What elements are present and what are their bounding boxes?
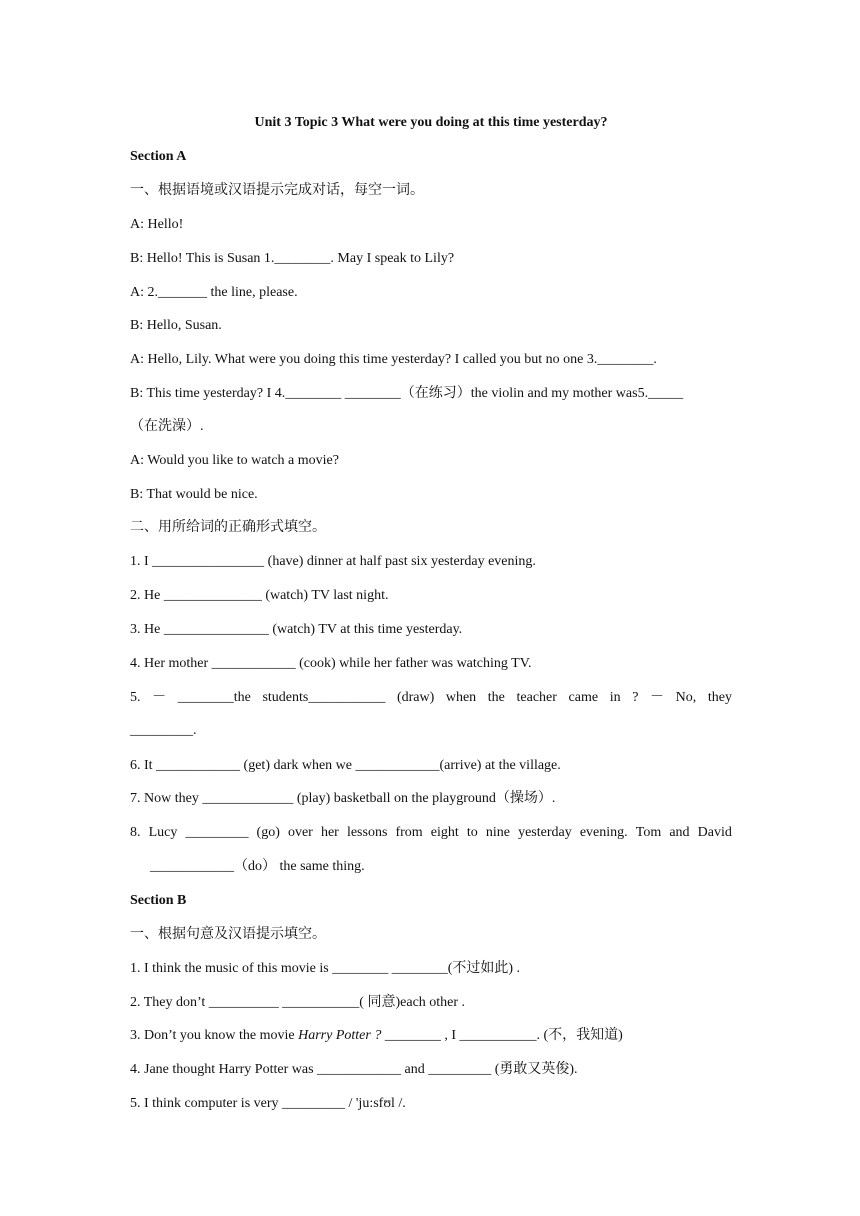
question-item-3 — [130, 1027, 732, 1045]
question-item: 3. He _______________ (watch) TV at this time yesterday. — [130, 622, 463, 637]
word: yesterday — [518, 825, 572, 840]
question-item: 6. It ____________ (get) dark when we ____________(arrive) at the village. — [130, 758, 561, 773]
word: Lucy — [148, 825, 178, 840]
word: David — [697, 825, 732, 840]
dialog-line: B: Hello, Susan. — [130, 318, 222, 333]
question-item: 7. Now they _____________ (play) basketball on the playground（操场）. — [130, 791, 556, 806]
dialog-line: A: Hello! — [130, 217, 184, 232]
question-item-8-cont: ____________（do） the same thing. — [150, 859, 365, 874]
question-item: 1. I ________________ (have) dinner at half past six yesterday evening. — [130, 554, 536, 569]
dialog-line: A: Would you like to watch a movie? — [130, 453, 339, 468]
question-item-5-cont: _________. — [130, 723, 197, 738]
word: evening. — [579, 825, 628, 840]
word: lessons — [346, 825, 388, 840]
word: － — [152, 690, 167, 705]
q3-post: ________ , I ___________. (不，我知道) — [381, 1028, 623, 1043]
word: came — [568, 690, 599, 705]
section-a-heading: Section A — [130, 149, 187, 164]
dialog-line: B: Hello! This is Susan 1.________. May I speak to Lily? — [130, 251, 455, 266]
word: nine — [485, 825, 510, 840]
word: students___________ — [262, 690, 386, 705]
instruction-b1: 一、根据句意及汉语提示填空。 — [130, 927, 326, 942]
question-item-8 — [130, 824, 732, 842]
dialog-line: A: 2._______ the line, please. — [130, 285, 298, 300]
page-title: Unit 3 Topic 3 What were you doing at this time yesterday? — [254, 115, 608, 130]
question-item: 2. They don’t __________ ___________( 同意)each other . — [130, 995, 466, 1010]
word: they — [707, 690, 732, 705]
dialog-line: A: Hello, Lily. What were you doing this time yesterday? I called you but no one 3.________. — [130, 352, 657, 367]
word: 5. — [130, 690, 141, 705]
question-item: 5. I think computer is very _________ / 'ju:sfʊl /. — [130, 1096, 406, 1111]
question-item: 1. I think the music of this movie is ________ ________(不过如此) . — [130, 961, 521, 976]
word: in — [609, 690, 621, 705]
question-item: 4. Her mother ____________ (cook) while her father was watching TV. — [130, 656, 532, 671]
word: ________the — [177, 690, 251, 705]
q3-pre: 3. Don’t you know the movie — [130, 1028, 299, 1043]
instruction-a1: 一、根据语境或汉语提示完成对话，每空一词。 — [130, 183, 424, 198]
word: Tom — [635, 825, 662, 840]
word: from — [395, 825, 423, 840]
question-item: 2. He ______________ (watch) TV last night. — [130, 588, 389, 603]
word: and — [669, 825, 690, 840]
q3-italic-title: Harry Potter ? — [298, 1028, 382, 1043]
word: her — [320, 825, 339, 840]
word: to — [466, 825, 478, 840]
word: (draw) — [396, 690, 435, 705]
word: (go) — [256, 825, 280, 840]
word: No, — [675, 690, 697, 705]
word: teacher — [516, 690, 557, 705]
section-b-heading: Section B — [130, 893, 187, 908]
word: over — [287, 825, 313, 840]
dialog-line: B: That would be nice. — [130, 487, 258, 502]
word: _________ — [185, 825, 249, 840]
dialog-line: B: This time yesterday? I 4.________ ________（在练习）the violin and my mother was5._____ — [130, 386, 684, 401]
word: the — [487, 690, 505, 705]
question-item: 4. Jane thought Harry Potter was ____________ and _________ (勇敢又英俊). — [130, 1062, 578, 1077]
word: － — [650, 690, 665, 705]
word: ? — [632, 690, 639, 705]
word: when — [445, 690, 477, 705]
instruction-a2: 二、用所给词的正确形式填空。 — [130, 520, 326, 535]
dialog-line: （在洗澡）. — [130, 419, 204, 434]
word: 8. — [130, 825, 141, 840]
word: eight — [430, 825, 459, 840]
question-item-5 — [130, 689, 732, 707]
